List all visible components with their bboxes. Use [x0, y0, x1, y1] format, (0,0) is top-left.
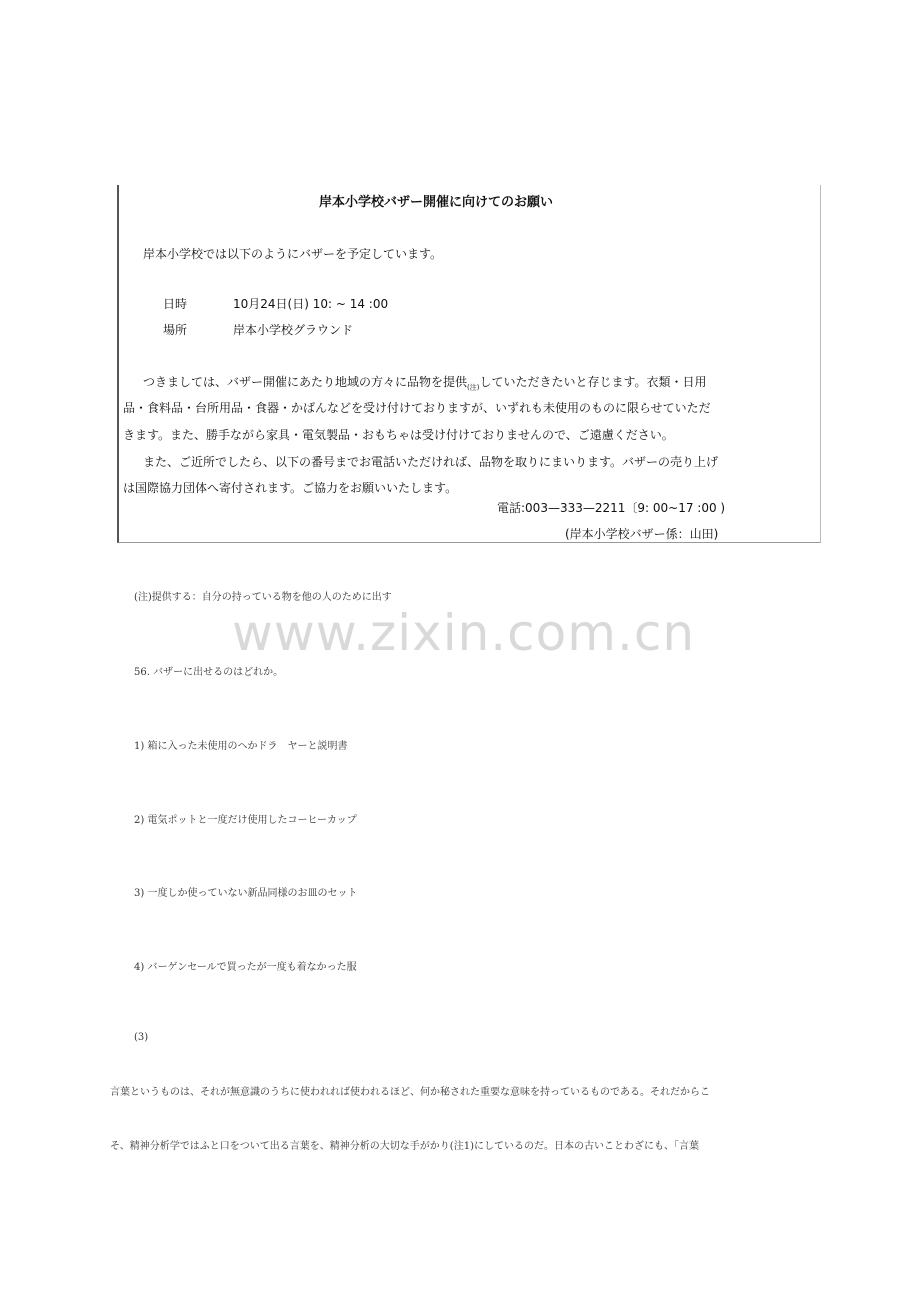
answer-option-3: 3) 一度しか使っていない新品同様のお皿のセット — [134, 888, 358, 899]
notice-paragraph-line: 品・食料品・台所用品・食器・かばんなどを受け付けておりますが、いずれも未使用のものに限らせていただ — [123, 401, 711, 415]
place-label: 場所 — [163, 323, 188, 337]
notice-paragraph-line: きます。また、勝手ながら家具・電気製品・おもちゃは受け付けておりませんので、ご遠慮ください。 — [123, 428, 674, 442]
answer-option-2: 2) 電気ポットと一度だけ使用したコーヒーカップ — [134, 815, 357, 826]
note-definition: (注)提供する：自分の持っている物を他の人のために出す — [134, 592, 392, 603]
contact-person: (岸本小学校バザー係：山田) — [565, 527, 719, 541]
note-marker: (注) — [467, 383, 480, 392]
notice-paragraph-line: また、ご近所でしたら、以下の番号までお電話いただければ、品物を取りにまいります。バザーの売り上げ — [143, 455, 719, 469]
answer-option-1: 1) 箱に入った未使用のヘかドラ ヤーと説明書 — [134, 741, 348, 752]
section-marker: (3) — [134, 1032, 149, 1043]
answer-option-4: 4) バーゲンセールで買ったが一度も着なかった服 — [134, 962, 357, 973]
question-stem: 56. バザーに出せるのはどれか。 — [134, 667, 284, 678]
watermark: www.zixin.com.cn — [232, 604, 696, 662]
paragraph1-after-note: していただきたいと存じます。衣類・日用 — [479, 375, 707, 389]
place-value: 岸本小学校グラウンド — [233, 323, 354, 337]
bazaar-notice — [117, 185, 821, 543]
passage-line-2: そ、精神分析学ではふと口をついて出る言葉を、精神分析の大切な手がかり(注1)にしているのだ。日本の古いことわざにも、「言葉 — [110, 1141, 699, 1152]
notice-intro: 岸本小学校では以下のようにバザーを予定しています。 — [143, 247, 443, 261]
notice-paragraph-line — [143, 373, 707, 392]
paragraph1-before-note: つきましては、バザー開催にあたり地域の方々に品物を提供 — [143, 375, 468, 389]
notice-title: 岸本小学校バザー開催に向けてのお願い — [319, 195, 554, 210]
phone-number: 電話:003—333—2211〔9: 00~17 :00 ) — [497, 501, 726, 515]
date-label: 日時 — [163, 297, 188, 311]
date-value: 10月24日(日) 10: ~ 14 :00 — [233, 297, 389, 311]
passage-line-1: 言葉というものは、それが無意識のうちに使われれば使われるほど、何か秘された重要な意味を持っているものである。それだからこ — [110, 1087, 710, 1098]
notice-paragraph-line: は国際協力団体へ寄付されます。ご協力をお願いいたします。 — [123, 481, 458, 495]
